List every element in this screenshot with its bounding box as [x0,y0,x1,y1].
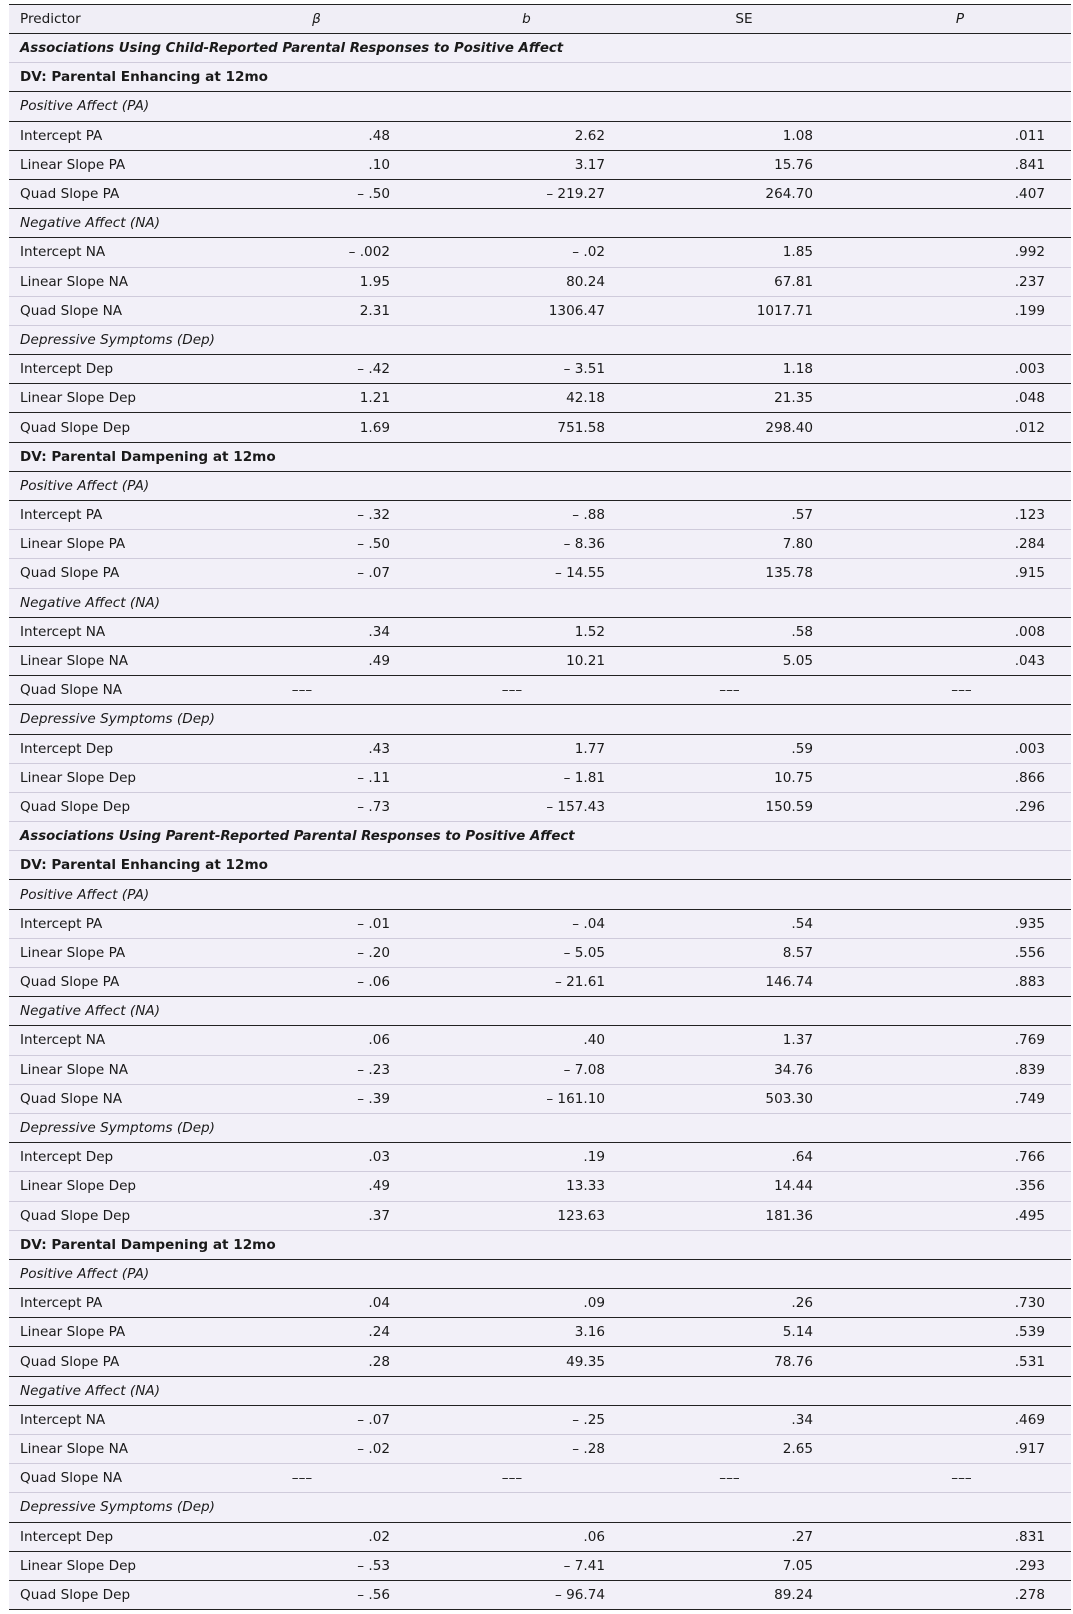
header-b: b [522,11,531,27]
p-cell: .003 [849,734,1071,763]
beta-cell: .48 [219,121,414,150]
table-row [9,413,1071,442]
predictor-cell: Quad Slope NA [9,296,219,325]
table-row [9,938,1071,967]
p-cell: .730 [849,1289,1071,1318]
predictor-cell: Quad Slope Dep [9,1201,219,1230]
dv-heading-row [9,1230,1071,1259]
predictor-cell: Quad Slope PA [9,1347,219,1376]
se-cell: 264.70 [639,179,849,208]
predictor-cell: Intercept NA [9,1405,219,1434]
p-cell: .043 [849,646,1071,675]
se-cell: 21.35 [639,384,849,413]
p-cell: .556 [849,938,1071,967]
p-cell: .769 [849,1026,1071,1055]
dv-heading-row [9,442,1071,471]
se-cell: 503.30 [639,1084,849,1113]
p-cell: .841 [849,150,1071,179]
beta-cell: .04 [219,1289,414,1318]
se-cell: ––– [639,676,849,705]
p-cell: .237 [849,267,1071,296]
table-row [9,1551,1071,1580]
predictor-cell: Quad Slope PA [9,968,219,997]
table-row [9,1435,1071,1464]
p-cell: .296 [849,792,1071,821]
b-cell: – 7.41 [414,1551,639,1580]
se-cell: 5.05 [639,646,849,675]
beta-cell: – .11 [219,763,414,792]
predictor-cell: Intercept NA [9,238,219,267]
table-row [9,267,1071,296]
b-cell: – .88 [414,501,639,530]
beta-cell: – .50 [219,179,414,208]
p-cell: .915 [849,559,1071,588]
b-cell: – 219.27 [414,179,639,208]
table-row [9,1405,1071,1434]
table-row [9,1143,1071,1172]
group-heading-row [9,1259,1071,1288]
beta-cell: – .39 [219,1084,414,1113]
se-cell: 298.40 [639,413,849,442]
b-cell: – .02 [414,238,639,267]
group-heading-row [9,1113,1071,1142]
predictor-cell: Linear Slope PA [9,938,219,967]
section-heading: Associations Using Parent-Reported Parental Responses to Positive Affect [9,822,1071,851]
se-cell: .54 [639,909,849,938]
p-cell: .278 [849,1580,1071,1609]
predictor-cell: Intercept PA [9,121,219,150]
se-cell: 1.08 [639,121,849,150]
predictor-cell: Quad Slope PA [9,179,219,208]
beta-cell: 1.21 [219,384,414,413]
b-cell: – .25 [414,1405,639,1434]
group-heading: Negative Affect (NA) [9,1376,1071,1405]
b-cell: 80.24 [414,267,639,296]
table-row [9,501,1071,530]
beta-cell: – .73 [219,792,414,821]
group-heading-row [9,209,1071,238]
header-predictor: Predictor [20,11,81,27]
b-cell: ––– [414,676,639,705]
predictor-cell: Quad Slope NA [9,1464,219,1493]
group-heading: Positive Affect (PA) [9,1259,1071,1288]
se-cell: 7.80 [639,530,849,559]
group-heading-row [9,92,1071,121]
b-cell: 751.58 [414,413,639,442]
beta-cell: .49 [219,1172,414,1201]
se-cell: 1.85 [639,238,849,267]
predictor-cell: Intercept PA [9,501,219,530]
p-cell: .356 [849,1172,1071,1201]
section-heading-row [9,822,1071,851]
se-cell: 7.05 [639,1551,849,1580]
table-row [9,1522,1071,1551]
beta-cell: .28 [219,1347,414,1376]
beta-cell: 1.69 [219,413,414,442]
se-cell: 181.36 [639,1201,849,1230]
b-cell: 49.35 [414,1347,639,1376]
se-cell: .57 [639,501,849,530]
table-row [9,1318,1071,1347]
b-cell: – .28 [414,1435,639,1464]
p-cell: .003 [849,355,1071,384]
se-cell: 34.76 [639,1055,849,1084]
predictor-cell: Intercept NA [9,617,219,646]
b-cell: – 161.10 [414,1084,639,1113]
table-row [9,734,1071,763]
b-cell: 10.21 [414,646,639,675]
se-cell: 1.18 [639,355,849,384]
p-cell: .749 [849,1084,1071,1113]
b-cell: – 5.05 [414,938,639,967]
group-heading: Depressive Symptoms (Dep) [9,325,1071,354]
table-row [9,150,1071,179]
p-cell: .917 [849,1435,1071,1464]
p-cell: .008 [849,617,1071,646]
predictor-cell: Linear Slope PA [9,150,219,179]
predictor-cell: Linear Slope Dep [9,384,219,413]
b-cell: ––– [414,1464,639,1493]
se-cell: 150.59 [639,792,849,821]
group-heading-row [9,471,1071,500]
beta-cell: – .53 [219,1551,414,1580]
b-cell: 2.62 [414,121,639,150]
se-cell: 8.57 [639,938,849,967]
b-cell: 13.33 [414,1172,639,1201]
table-row [9,384,1071,413]
group-heading: Negative Affect (NA) [9,997,1071,1026]
group-heading-row [9,588,1071,617]
table-header-row [9,5,1071,34]
p-cell: .407 [849,179,1071,208]
b-cell: 1306.47 [414,296,639,325]
header-p: P [955,11,965,27]
beta-cell: 2.31 [219,296,414,325]
predictor-cell: Linear Slope NA [9,646,219,675]
beta-cell: ––– [219,676,414,705]
beta-cell: .43 [219,734,414,763]
group-heading: Negative Affect (NA) [9,209,1071,238]
table-row [9,1289,1071,1318]
predictor-cell: Linear Slope NA [9,1435,219,1464]
p-cell: .011 [849,121,1071,150]
se-cell: 1.37 [639,1026,849,1055]
group-heading-row [9,325,1071,354]
p-cell: .539 [849,1318,1071,1347]
table-row [9,1026,1071,1055]
table-row [9,1084,1071,1113]
p-cell: .883 [849,968,1071,997]
predictor-cell: Quad Slope PA [9,559,219,588]
b-cell: – 7.08 [414,1055,639,1084]
table-row [9,121,1071,150]
section-heading: Associations Using Child-Reported Parental Responses to Positive Affect [9,34,1071,63]
predictor-cell: Linear Slope PA [9,530,219,559]
se-cell: 1017.71 [639,296,849,325]
se-cell: 5.14 [639,1318,849,1347]
b-cell: 42.18 [414,384,639,413]
predictor-cell: Quad Slope Dep [9,792,219,821]
predictor-cell: Quad Slope NA [9,676,219,705]
p-cell: .531 [849,1347,1071,1376]
se-cell: 146.74 [639,968,849,997]
beta-cell: .02 [219,1522,414,1551]
beta-cell: .24 [219,1318,414,1347]
beta-cell: – .32 [219,501,414,530]
se-cell: 89.24 [639,1580,849,1609]
beta-cell: – .42 [219,355,414,384]
table-row [9,1172,1071,1201]
beta-cell: – .56 [219,1580,414,1609]
beta-cell: 1.95 [219,267,414,296]
b-cell: – 157.43 [414,792,639,821]
p-cell: .123 [849,501,1071,530]
table-row [9,676,1071,705]
p-cell: ––– [849,676,1071,705]
table-body [9,34,1071,1610]
p-cell: .935 [849,909,1071,938]
b-cell: – .04 [414,909,639,938]
se-cell: 78.76 [639,1347,849,1376]
table-row [9,1464,1071,1493]
p-cell: .469 [849,1405,1071,1434]
header-se: SE [735,11,753,27]
b-cell: .19 [414,1143,639,1172]
beta-cell: – .50 [219,530,414,559]
predictor-cell: Quad Slope Dep [9,413,219,442]
group-heading-row [9,705,1071,734]
p-cell: .839 [849,1055,1071,1084]
table-row [9,530,1071,559]
table-row [9,296,1071,325]
b-cell: 3.17 [414,150,639,179]
predictor-cell: Linear Slope Dep [9,763,219,792]
predictor-cell: Intercept PA [9,1289,219,1318]
predictor-cell: Quad Slope NA [9,1084,219,1113]
b-cell: – 14.55 [414,559,639,588]
predictor-cell: Linear Slope PA [9,1318,219,1347]
se-cell: ––– [639,1464,849,1493]
table-row [9,559,1071,588]
b-cell: 1.77 [414,734,639,763]
se-cell: 15.76 [639,150,849,179]
dv-heading: DV: Parental Enhancing at 12mo [9,63,1071,92]
predictor-cell: Linear Slope Dep [9,1172,219,1201]
b-cell: .06 [414,1522,639,1551]
se-cell: 67.81 [639,267,849,296]
table-row [9,1055,1071,1084]
se-cell: 10.75 [639,763,849,792]
b-cell: .40 [414,1026,639,1055]
beta-cell: – .07 [219,1405,414,1434]
table-row [9,763,1071,792]
table-row [9,1201,1071,1230]
predictor-cell: Intercept NA [9,1026,219,1055]
p-cell: .293 [849,1551,1071,1580]
group-heading-row [9,880,1071,909]
table-row [9,792,1071,821]
table-row [9,909,1071,938]
table-row [9,617,1071,646]
se-cell: .59 [639,734,849,763]
predictor-cell: Quad Slope Dep [9,1580,219,1609]
dv-heading-row [9,63,1071,92]
group-heading-row [9,1376,1071,1405]
regression-table [9,4,1071,1610]
dv-heading: DV: Parental Dampening at 12mo [9,1230,1071,1259]
p-cell: .199 [849,296,1071,325]
beta-cell: – .002 [219,238,414,267]
predictor-cell: Intercept Dep [9,1143,219,1172]
p-cell: ––– [849,1464,1071,1493]
b-cell: 123.63 [414,1201,639,1230]
beta-cell: ––– [219,1464,414,1493]
p-cell: .866 [849,763,1071,792]
group-heading: Depressive Symptoms (Dep) [9,1113,1071,1142]
beta-cell: .49 [219,646,414,675]
group-heading-row [9,1493,1071,1522]
dv-heading-row [9,851,1071,880]
beta-cell: – .01 [219,909,414,938]
beta-cell: .34 [219,617,414,646]
b-cell: – 21.61 [414,968,639,997]
table-row [9,1580,1071,1609]
predictor-cell: Intercept Dep [9,355,219,384]
se-cell: .58 [639,617,849,646]
beta-cell: .03 [219,1143,414,1172]
b-cell: – 1.81 [414,763,639,792]
header-beta: β [312,11,321,27]
group-heading: Positive Affect (PA) [9,880,1071,909]
b-cell: – 3.51 [414,355,639,384]
p-cell: .495 [849,1201,1071,1230]
se-cell: .64 [639,1143,849,1172]
se-cell: 135.78 [639,559,849,588]
group-heading: Positive Affect (PA) [9,471,1071,500]
p-cell: .831 [849,1522,1071,1551]
group-heading-row [9,997,1071,1026]
se-cell: 2.65 [639,1435,849,1464]
se-cell: .27 [639,1522,849,1551]
dv-heading: DV: Parental Dampening at 12mo [9,442,1071,471]
section-heading-row [9,34,1071,63]
beta-cell: .10 [219,150,414,179]
beta-cell: – .23 [219,1055,414,1084]
se-cell: .34 [639,1405,849,1434]
p-cell: .012 [849,413,1071,442]
b-cell: – 8.36 [414,530,639,559]
beta-cell: .06 [219,1026,414,1055]
beta-cell: – .20 [219,938,414,967]
p-cell: .766 [849,1143,1071,1172]
se-cell: 14.44 [639,1172,849,1201]
p-cell: .048 [849,384,1071,413]
predictor-cell: Intercept Dep [9,1522,219,1551]
table-row [9,646,1071,675]
se-cell: .26 [639,1289,849,1318]
predictor-cell: Linear Slope NA [9,267,219,296]
b-cell: 1.52 [414,617,639,646]
group-heading: Depressive Symptoms (Dep) [9,1493,1071,1522]
beta-cell: – .02 [219,1435,414,1464]
group-heading: Depressive Symptoms (Dep) [9,705,1071,734]
table-row [9,355,1071,384]
table-row [9,1347,1071,1376]
group-heading: Negative Affect (NA) [9,588,1071,617]
group-heading: Positive Affect (PA) [9,92,1071,121]
table-row [9,238,1071,267]
table-row [9,179,1071,208]
predictor-cell: Linear Slope Dep [9,1551,219,1580]
table-row [9,968,1071,997]
beta-cell: – .07 [219,559,414,588]
b-cell: .09 [414,1289,639,1318]
predictor-cell: Linear Slope NA [9,1055,219,1084]
dv-heading: DV: Parental Enhancing at 12mo [9,851,1071,880]
p-cell: .992 [849,238,1071,267]
predictor-cell: Intercept PA [9,909,219,938]
b-cell: – 96.74 [414,1580,639,1609]
predictor-cell: Intercept Dep [9,734,219,763]
beta-cell: .37 [219,1201,414,1230]
b-cell: 3.16 [414,1318,639,1347]
beta-cell: – .06 [219,968,414,997]
p-cell: .284 [849,530,1071,559]
